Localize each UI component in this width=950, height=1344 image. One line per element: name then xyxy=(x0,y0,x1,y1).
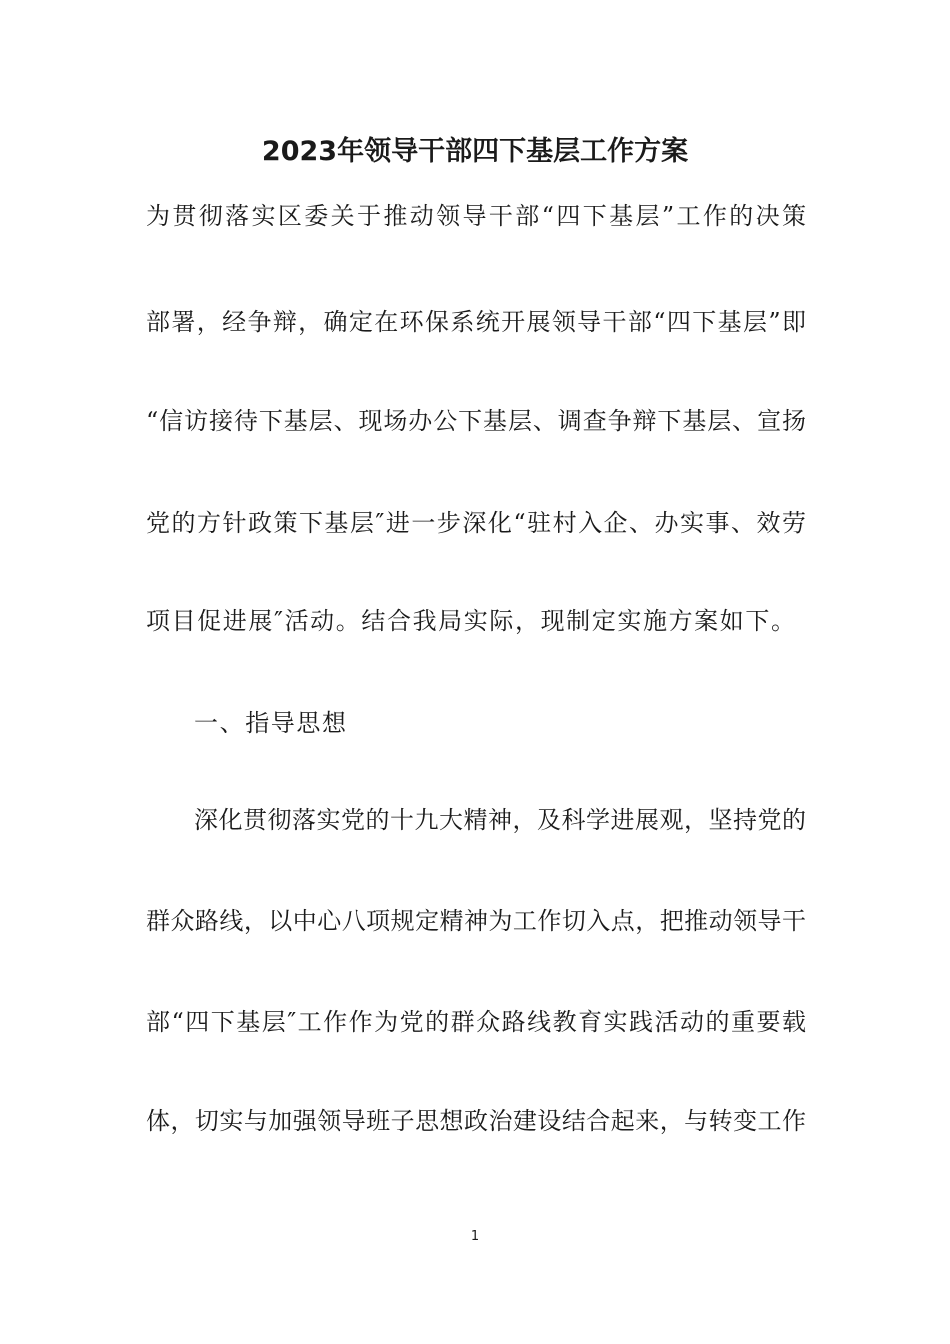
paragraph-line: 部署，经争辩，确定在环保系统开展领导干部“四下基层”即 xyxy=(146,308,806,336)
document-title: 2023年领导干部四下基层工作方案 xyxy=(261,136,689,167)
paragraph-line: 深化贯彻落实党的十九大精神，及科学进展观，坚持党的 xyxy=(194,806,806,834)
paragraph-line: 项目促进展″活动。结合我局实际，现制定实施方案如下。 xyxy=(146,607,797,635)
paragraph-line: 党的方针政策下基层″进一步深化“驻村入企、办实事、效劳 xyxy=(146,509,806,537)
paragraph-line: 群众路线，以中心八项规定精神为工作切入点，把推动领导干 xyxy=(146,907,806,935)
paragraph-line: 部“四下基层″工作作为党的群众路线教育实践活动的重要载 xyxy=(146,1008,806,1036)
page-number: 1 xyxy=(470,1229,480,1244)
paragraph-line: “信访接待下基层、现场办公下基层、调查争辩下基层、宣扬 xyxy=(146,407,806,435)
paragraph-line: 为贯彻落实区委关于推动领导干部“四下基层”工作的决策 xyxy=(146,202,806,230)
paragraph-line: 体，切实与加强领导班子思想政治建设结合起来，与转变工作 xyxy=(146,1107,806,1135)
section-heading: 一、指导思想 xyxy=(194,709,348,737)
